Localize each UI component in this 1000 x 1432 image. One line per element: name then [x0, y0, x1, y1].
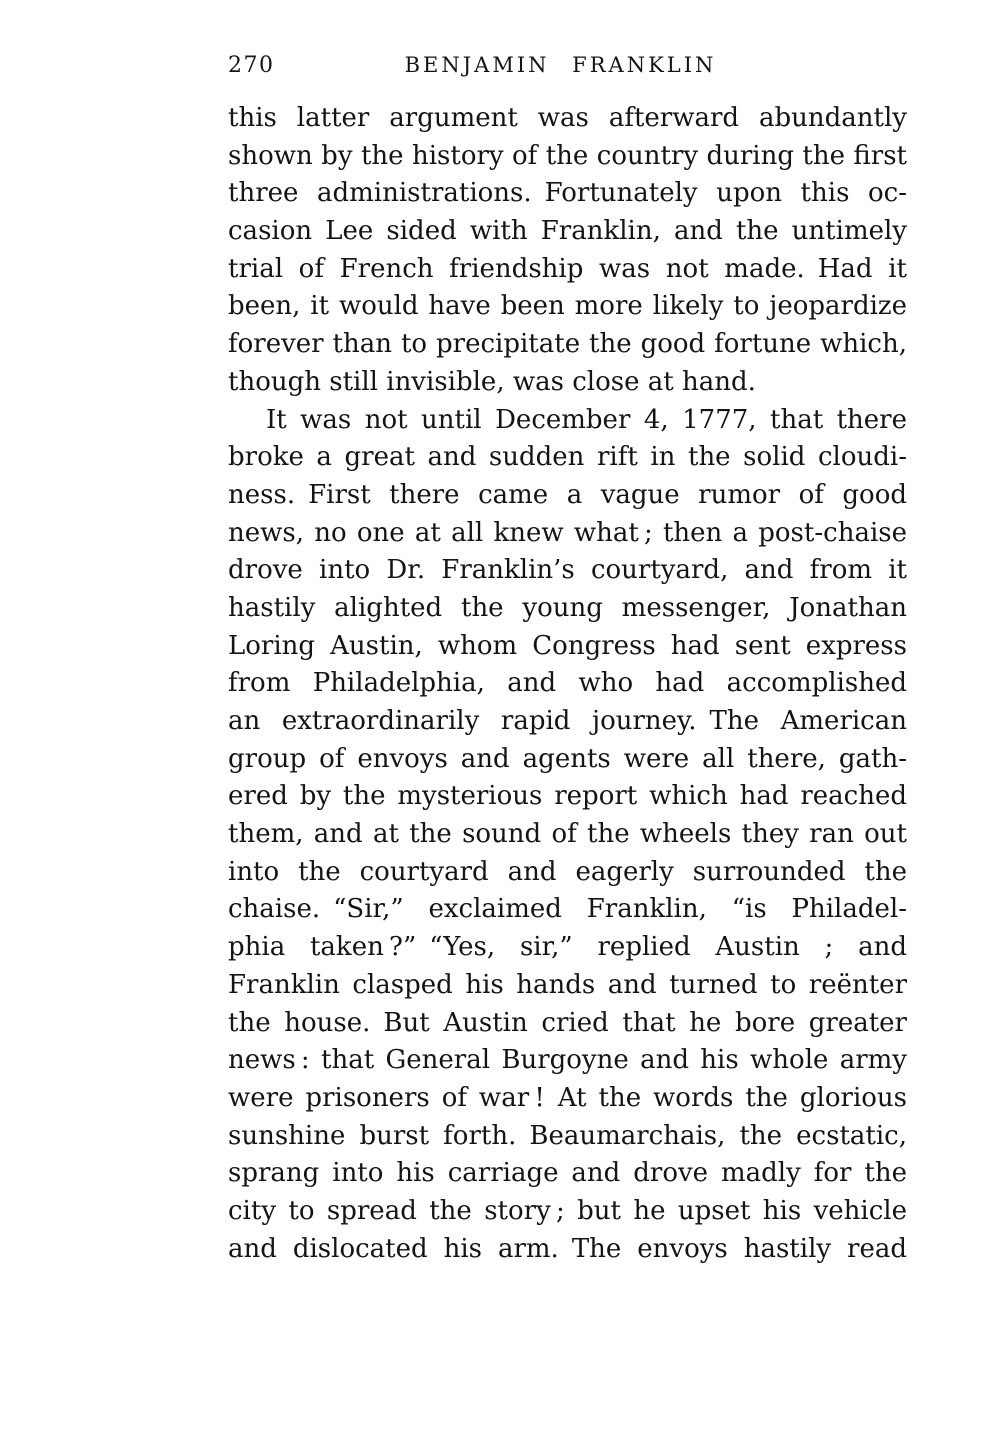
text-line: sprang into his carriage and drove madly for the	[228, 1158, 907, 1189]
text-line: group of envoys and agents were all there, gath-	[228, 743, 907, 774]
text-line: ness. First there came a vague rumor of good	[228, 479, 907, 510]
text-line: ered by the mysterious report which had reached	[228, 781, 907, 812]
text-line: from Philadelphia, and who had accomplished	[228, 668, 907, 699]
text-line: been, it would have been more likely to jeopardize	[228, 291, 907, 322]
text-line: news : that General Burgoyne and his whole army	[228, 1045, 907, 1076]
text-line: chaise. “Sir,” exclaimed Franklin, “is Philadel-	[228, 894, 907, 925]
text-line: an extraordinarily rapid journey. The American	[228, 706, 907, 736]
text-line: news, no one at all knew what ; then a post-chaise	[228, 517, 907, 548]
text-line: phia taken ?” “Yes, sir,” replied Austin ; and	[228, 932, 907, 963]
text-line: broke a great and sudden rift in the solid cloudi-	[228, 442, 907, 473]
text-line: into the courtyard and eagerly surrounded the	[228, 856, 907, 887]
body-text	[228, 100, 907, 1268]
text-line: Loring Austin, whom Congress had sent express	[228, 630, 907, 661]
page-number: 270	[228, 53, 275, 78]
text-line: trial of French friendship was not made. Had it	[228, 253, 907, 284]
page-header	[228, 51, 907, 81]
running-title: BENJAMIN FRANKLIN	[404, 53, 717, 77]
text-line: them, and at the sound of the wheels they ran out	[228, 819, 907, 850]
text-line: hastily alighted the young messenger, Jonathan	[228, 592, 907, 623]
text-line: three administrations. Fortunately upon this oc-	[228, 178, 907, 209]
text-line: city to spread the story ; but he upset his vehicle	[228, 1195, 907, 1226]
text-line: Franklin clasped his hands and turned to reënter	[228, 969, 907, 1000]
text-line: shown by the history of the country during the first	[228, 140, 907, 171]
text-line: this latter argument was afterward abundantly	[228, 103, 907, 133]
text-line: forever than to precipitate the good fortune which,	[228, 329, 907, 360]
text-line: sunshine burst forth. Beaumarchais, the ecstatic,	[228, 1120, 907, 1151]
text-line: casion Lee sided with Franklin, and the untimely	[228, 216, 907, 247]
text-line: and dislocated his arm. The envoys hastily read	[228, 1233, 907, 1264]
text-line: were prisoners of war ! At the words the glorious	[228, 1082, 907, 1113]
text-line: though still invisible, was close at hand.	[228, 366, 756, 397]
text-line: It was not until December 4, 1777, that there	[266, 404, 907, 435]
text-line: the house. But Austin cried that he bore greater	[228, 1007, 907, 1038]
text-line: drove into Dr. Franklin’s courtyard, and from it	[228, 555, 907, 586]
